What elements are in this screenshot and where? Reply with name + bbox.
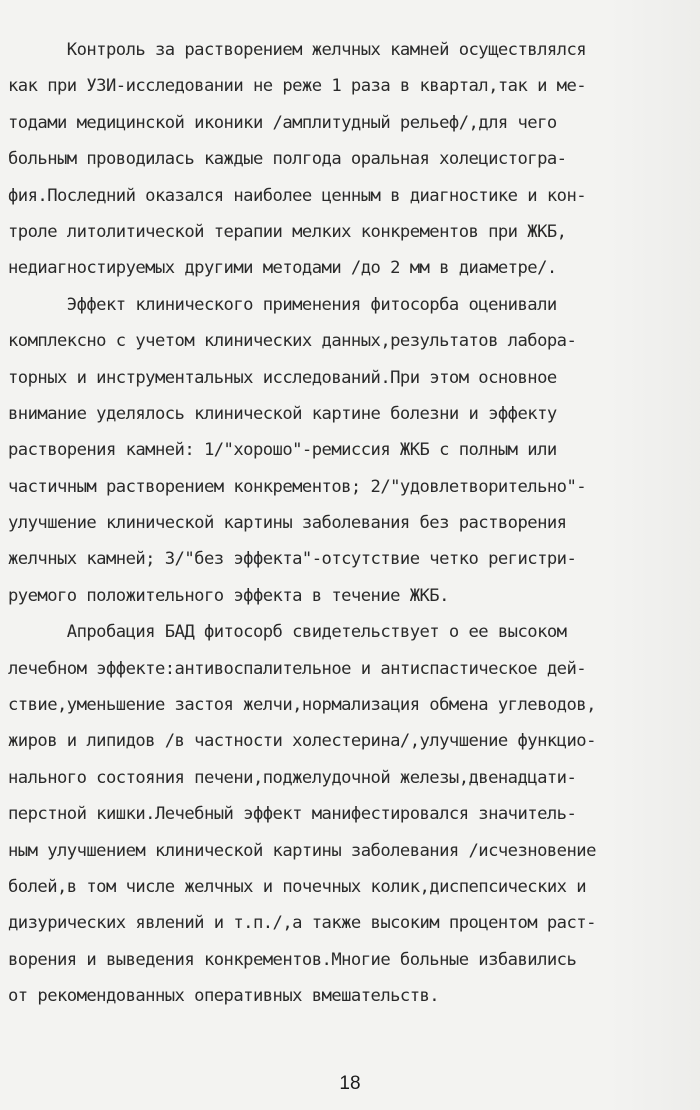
text-line: улучшение клинической картины заболевания без растворения: [8, 513, 567, 534]
text-line: жиров и липидов /в частности холестерина/,улучшение функцио-: [8, 731, 596, 752]
text-line: ствие,уменьшение застоя желчи,нормализация обмена углеводов,: [8, 695, 596, 716]
paragraph-3: [8, 614, 698, 1014]
text-line: Контроль за растворением желчных камней осуществлялся: [8, 40, 587, 60]
body-text: [8, 32, 698, 1015]
text-line: тодами медицинской иконики /амплитудный рельеф/,для чего: [8, 112, 557, 133]
text-line: лечебном эффекте:антивоспалительное и антиспастическое дей-: [8, 658, 587, 679]
text-line: как при УЗИ-исследовании не реже 1 раза в квартал,так и ме-: [8, 76, 587, 97]
paragraph-1: [8, 32, 698, 287]
text-line: ворения и выведения конкрементов.Многие больные избавились: [8, 949, 577, 970]
text-line: фия.Последний оказался наиболее ценным в диагностике и кон-: [8, 185, 587, 206]
text-line: желчных камней; 3/"без эффекта"-отсутствие четко регистри-: [8, 549, 577, 570]
paragraph-2: [8, 287, 698, 615]
text-line: частичным растворением конкрементов; 2/"удовлетворительно"-: [8, 476, 587, 497]
text-line: Эффект клинического применения фитосорба оценивали: [8, 294, 557, 315]
text-line: болей,в том числе желчных и почечных колик,диспепсических и: [8, 876, 587, 897]
text-line: от рекомендованных оперативных вмешательств.: [8, 986, 440, 1007]
text-line: больным проводилась каждые полгода оральная холецистогра-: [8, 149, 567, 170]
text-line: торных и инструментальных исследований.При этом основное: [8, 367, 557, 388]
text-line: перстной кишки.Лечебный эффект манифестировался значитель-: [8, 804, 577, 825]
text-line: нального состояния печени,поджелудочной железы,двенадцати-: [8, 767, 577, 788]
text-line: руемого положительного эффекта в течение ЖКБ.: [8, 585, 449, 606]
text-line: троле литолитической терапии мелких конкрементов при ЖКБ,: [8, 221, 567, 242]
text-line: комплексно с учетом клинических данных,результатов лабора-: [8, 331, 577, 352]
text-line: Апробация БАД фитосорб свидетельствует о ее высоком: [8, 622, 567, 643]
page-number: 18: [339, 1073, 361, 1094]
text-line: дизурических явлений и т.п./,а также высоким процентом раст-: [8, 913, 596, 934]
text-line: растворения камней: 1/"хорошо"-ремиссия ЖКБ с полным или: [8, 440, 557, 461]
text-line: недиагностируемых другими методами /до 2 мм в диаметре/.: [8, 258, 557, 279]
text-line: ным улучшением клинической картины заболевания /исчезновение: [8, 840, 596, 861]
text-line: внимание уделялось клинической картине болезни и эффекту: [8, 403, 557, 424]
